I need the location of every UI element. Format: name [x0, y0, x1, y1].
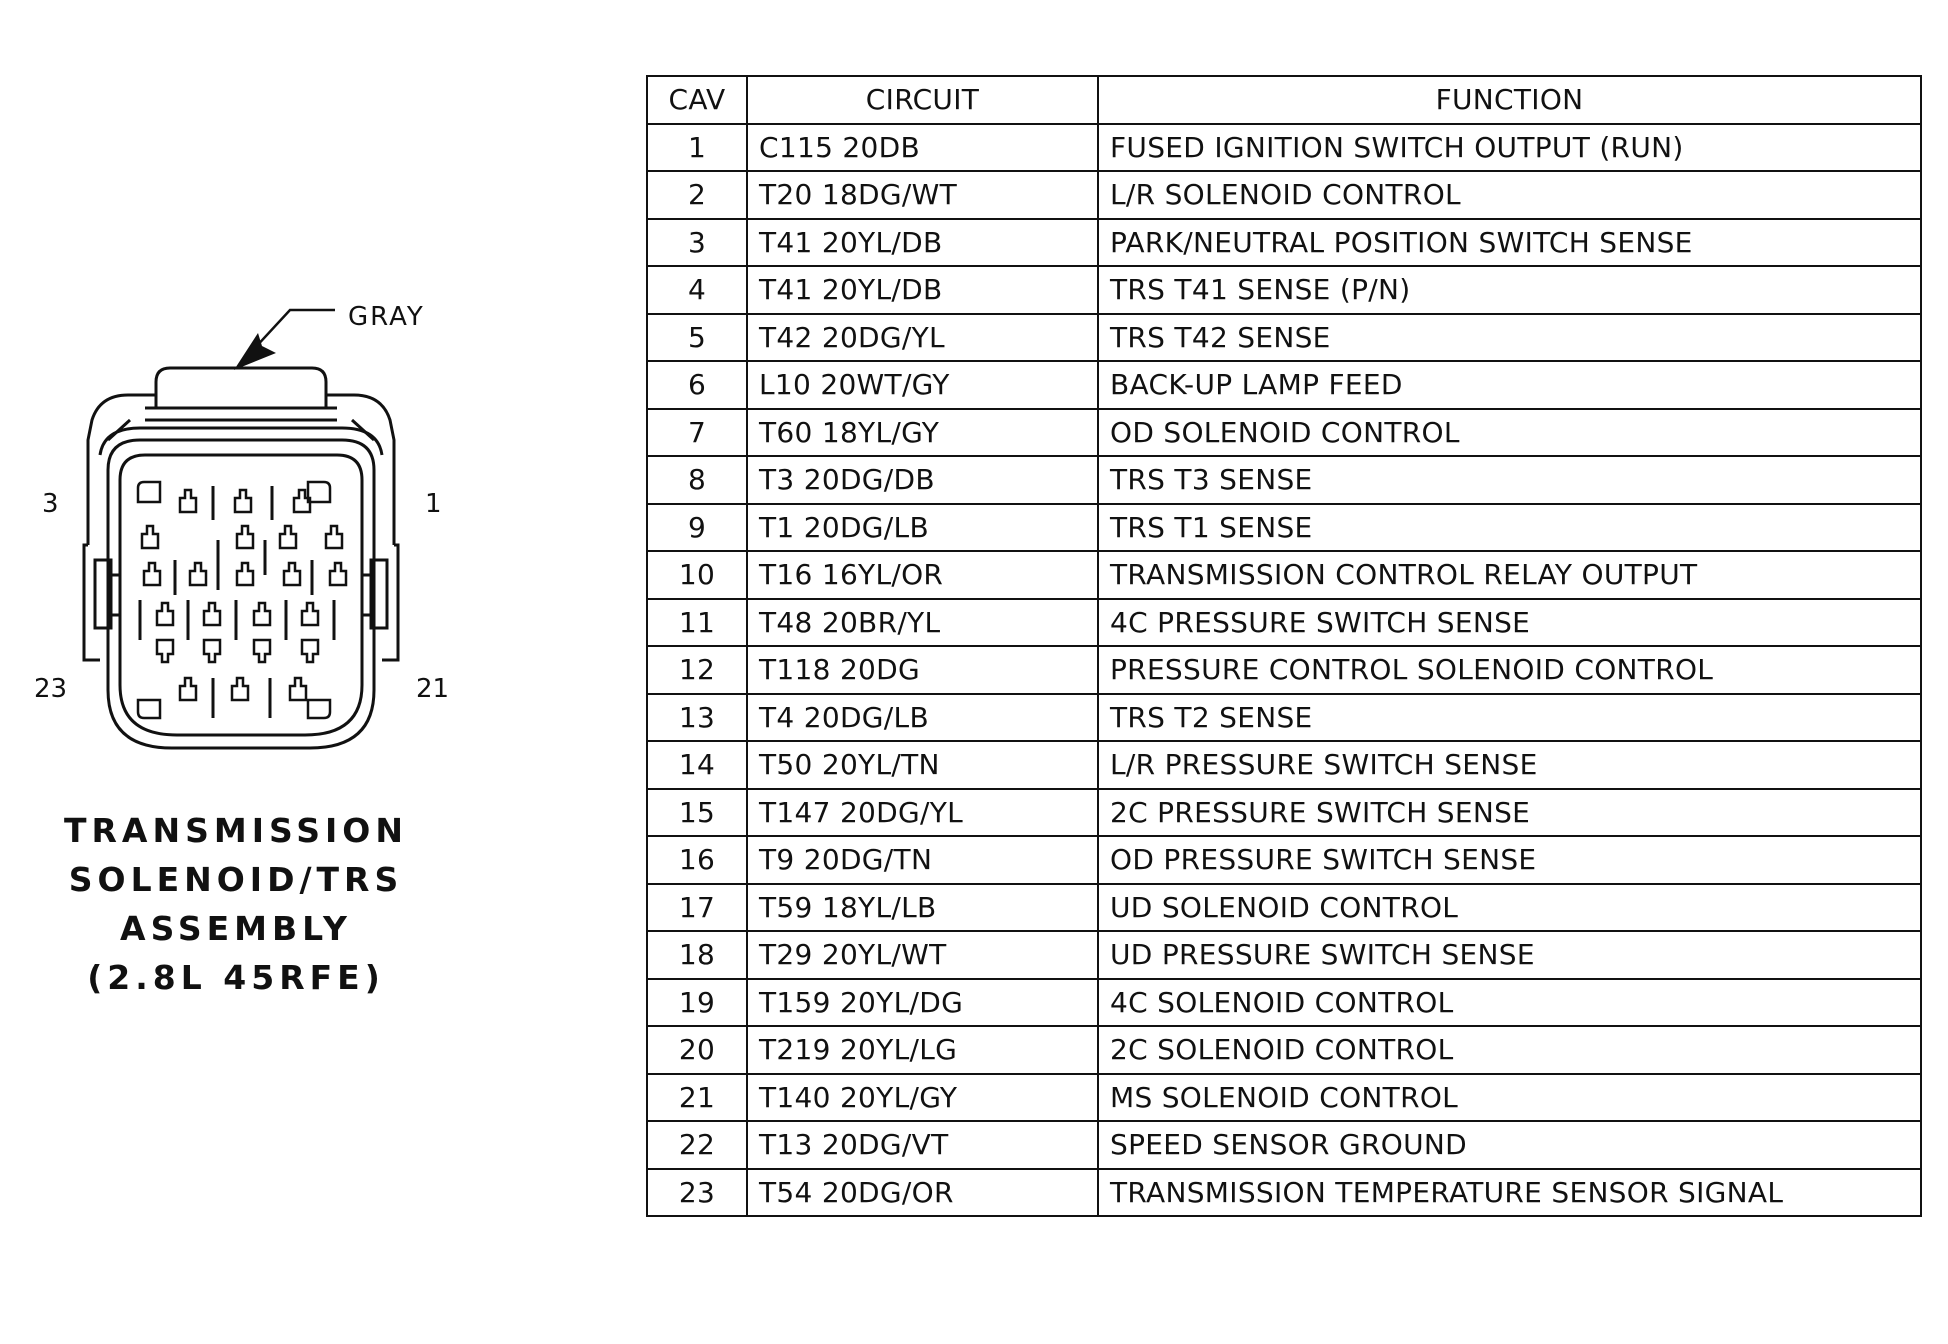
table-row	[647, 979, 1921, 1027]
table-row	[647, 646, 1921, 694]
cav-cell: 3	[647, 219, 747, 267]
function-cell: TRANSMISSION CONTROL RELAY OUTPUT	[1098, 551, 1921, 599]
circuit-cell: T60 18YL/GY	[747, 409, 1098, 457]
circuit-cell: T16 16YL/OR	[747, 551, 1098, 599]
terminal-cavity	[284, 563, 300, 585]
table-row	[647, 456, 1921, 504]
terminal-cavity	[254, 603, 270, 625]
terminal-cavity	[237, 526, 253, 548]
function-cell: SPEED SENSOR GROUND	[1098, 1121, 1921, 1169]
table-row	[647, 124, 1921, 172]
table-row	[647, 789, 1921, 837]
circuit-cell: T9 20DG/TN	[747, 836, 1098, 884]
table-row	[647, 314, 1921, 362]
assembly-title	[64, 811, 408, 997]
table-row	[647, 171, 1921, 219]
wire-color-callout	[234, 302, 425, 370]
circuit-cell: T59 18YL/LB	[747, 884, 1098, 932]
table-row	[647, 504, 1921, 552]
cav-cell: 4	[647, 266, 747, 314]
header-circuit: CIRCUIT	[747, 76, 1098, 124]
function-cell: BACK-UP LAMP FEED	[1098, 361, 1921, 409]
terminal-cavity	[144, 563, 160, 585]
table-row	[647, 266, 1921, 314]
circuit-cell: T41 20YL/DB	[747, 219, 1098, 267]
cav-cell: 7	[647, 409, 747, 457]
table-row	[647, 409, 1921, 457]
header-function: FUNCTION	[1098, 76, 1921, 124]
cav-cell: 21	[647, 1074, 747, 1122]
terminal-cavity	[235, 490, 251, 512]
table-row	[647, 361, 1921, 409]
function-cell: MS SOLENOID CONTROL	[1098, 1074, 1921, 1122]
function-cell: 2C PRESSURE SWITCH SENSE	[1098, 789, 1921, 837]
function-cell: 4C PRESSURE SWITCH SENSE	[1098, 599, 1921, 647]
wire-color-label: GRAY	[348, 302, 425, 332]
terminal-cavity	[204, 603, 220, 625]
cav-cell: 15	[647, 789, 747, 837]
terminal-cavity	[302, 603, 318, 625]
terminal-cavity	[204, 640, 220, 662]
terminal-cavity	[232, 678, 248, 700]
terminal-cavity	[180, 490, 196, 512]
circuit-cell: T54 20DG/OR	[747, 1169, 1098, 1217]
terminal-cavity-grid	[140, 486, 346, 718]
table-row	[647, 694, 1921, 742]
cav-cell: 1	[647, 124, 747, 172]
circuit-cell: T13 20DG/VT	[747, 1121, 1098, 1169]
cav-cell: 8	[647, 456, 747, 504]
function-cell: L/R PRESSURE SWITCH SENSE	[1098, 741, 1921, 789]
table-row	[647, 551, 1921, 599]
cavity-label-3: 3	[42, 489, 59, 519]
cavity-label-21: 21	[416, 674, 450, 704]
circuit-cell: C115 20DB	[747, 124, 1098, 172]
circuit-cell: L10 20WT/GY	[747, 361, 1098, 409]
terminal-cavity	[280, 526, 296, 548]
cav-cell: 5	[647, 314, 747, 362]
terminal-cavity	[142, 526, 158, 548]
cav-cell: 17	[647, 884, 747, 932]
circuit-cell: T219 20YL/LG	[747, 1026, 1098, 1074]
function-cell: OD PRESSURE SWITCH SENSE	[1098, 836, 1921, 884]
circuit-cell: T50 20YL/TN	[747, 741, 1098, 789]
cav-cell: 19	[647, 979, 747, 1027]
function-cell: UD SOLENOID CONTROL	[1098, 884, 1921, 932]
function-cell: 2C SOLENOID CONTROL	[1098, 1026, 1921, 1074]
circuit-cell: T42 20DG/YL	[747, 314, 1098, 362]
cav-cell: 22	[647, 1121, 747, 1169]
table-row	[647, 1169, 1921, 1217]
function-cell: TRS T2 SENSE	[1098, 694, 1921, 742]
cav-cell: 11	[647, 599, 747, 647]
terminal-cavity	[190, 563, 206, 585]
cavity-label-1: 1	[425, 489, 442, 519]
circuit-cell: T1 20DG/LB	[747, 504, 1098, 552]
function-cell: PRESSURE CONTROL SOLENOID CONTROL	[1098, 646, 1921, 694]
title-line-4: (2.8L 45RFE)	[87, 958, 385, 997]
function-cell: TRS T1 SENSE	[1098, 504, 1921, 552]
circuit-cell: T118 20DG	[747, 646, 1098, 694]
terminal-cavity	[157, 640, 173, 662]
cav-cell: 6	[647, 361, 747, 409]
circuit-cell: T147 20DG/YL	[747, 789, 1098, 837]
cav-cell: 13	[647, 694, 747, 742]
table-row	[647, 1074, 1921, 1122]
table-row	[647, 836, 1921, 884]
function-cell: TRS T3 SENSE	[1098, 456, 1921, 504]
function-cell: TRS T42 SENSE	[1098, 314, 1921, 362]
circuit-cell: T159 20YL/DG	[747, 979, 1098, 1027]
table-row	[647, 599, 1921, 647]
terminal-cavity	[290, 678, 306, 700]
function-cell: TRS T41 SENSE (P/N)	[1098, 266, 1921, 314]
circuit-cell: T41 20YL/DB	[747, 266, 1098, 314]
table-row	[647, 741, 1921, 789]
circuit-cell: T140 20YL/GY	[747, 1074, 1098, 1122]
cav-cell: 23	[647, 1169, 747, 1217]
title-line-3: ASSEMBLY	[120, 909, 352, 948]
function-cell: OD SOLENOID CONTROL	[1098, 409, 1921, 457]
function-cell: TRANSMISSION TEMPERATURE SENSOR SIGNAL	[1098, 1169, 1921, 1217]
table-row	[647, 931, 1921, 979]
terminal-cavity	[157, 603, 173, 625]
function-cell: 4C SOLENOID CONTROL	[1098, 979, 1921, 1027]
cav-cell: 18	[647, 931, 747, 979]
terminal-cavity	[302, 640, 318, 662]
circuit-cell: T4 20DG/LB	[747, 694, 1098, 742]
circuit-cell: T3 20DG/DB	[747, 456, 1098, 504]
connector-diagram	[0, 0, 640, 1344]
title-line-2: SOLENOID/TRS	[68, 860, 404, 899]
connector-housing	[84, 368, 398, 748]
table-row	[647, 884, 1921, 932]
title-line-1: TRANSMISSION	[64, 811, 408, 850]
table-row	[647, 1121, 1921, 1169]
cav-cell: 14	[647, 741, 747, 789]
terminal-cavity	[180, 678, 196, 700]
cav-cell: 10	[647, 551, 747, 599]
terminal-cavity	[237, 563, 253, 585]
function-cell: L/R SOLENOID CONTROL	[1098, 171, 1921, 219]
cav-cell: 20	[647, 1026, 747, 1074]
function-cell: FUSED IGNITION SWITCH OUTPUT (RUN)	[1098, 124, 1921, 172]
circuit-cell: T29 20YL/WT	[747, 931, 1098, 979]
table-row	[647, 1026, 1921, 1074]
table-row	[647, 219, 1921, 267]
terminal-cavity	[326, 526, 342, 548]
circuit-cell: T20 18DG/WT	[747, 171, 1098, 219]
terminal-cavity	[330, 563, 346, 585]
cav-cell: 12	[647, 646, 747, 694]
cav-cell: 2	[647, 171, 747, 219]
cav-cell: 16	[647, 836, 747, 884]
terminal-cavity	[254, 640, 270, 662]
function-cell: PARK/NEUTRAL POSITION SWITCH SENSE	[1098, 219, 1921, 267]
cavity-label-23: 23	[34, 674, 68, 704]
header-cav: CAV	[647, 76, 747, 124]
function-cell: UD PRESSURE SWITCH SENSE	[1098, 931, 1921, 979]
table-header-row	[647, 76, 1921, 124]
circuit-cell: T48 20BR/YL	[747, 599, 1098, 647]
connector-pinout-table	[646, 75, 1922, 1217]
cav-cell: 9	[647, 504, 747, 552]
